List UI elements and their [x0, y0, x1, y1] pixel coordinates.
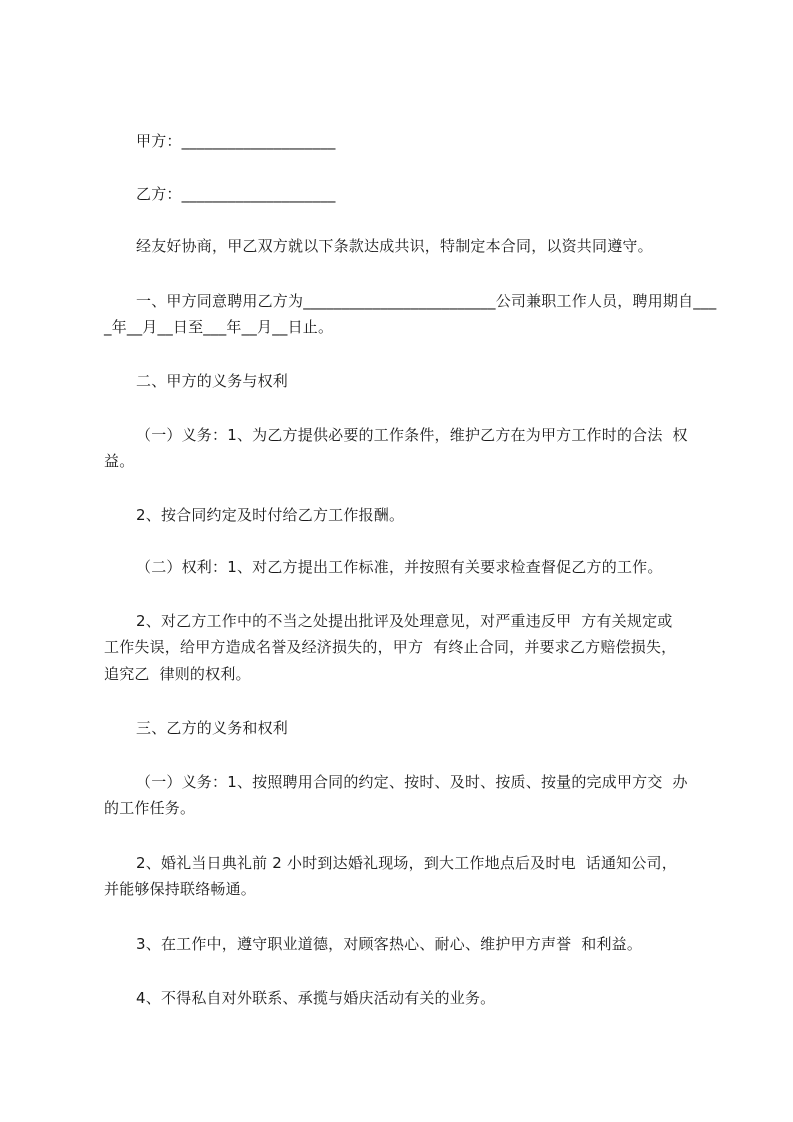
section-3-duty-2-line-2: 并能够保持联络畅通。 — [104, 880, 257, 898]
section-2-right-2-line-1: 2、对乙方工作中的不当之处提出批评及处理意见，对严重违反甲 方有关规定或 — [136, 612, 673, 630]
section-2-rights: （二）权利：1、对乙方提出工作标准，并按照有关要求检查督促乙方的工作。 — [136, 558, 663, 576]
section-2-duties-line-2: 益。 — [104, 452, 135, 470]
section-3-duty-4: 4、不得私自对外联系、承揽与婚庆活动有关的业务。 — [136, 989, 496, 1007]
section-3-duties-line-1: （一）义务：1、按照聘用合同的约定、按时、及时、按质、按量的完成甲方交 办 — [136, 773, 688, 791]
clause-1-line-2: _年__月__日至___年__月__日止。 — [104, 318, 334, 336]
section-3-duty-3: 3、在工作中，遵守职业道德，对顾客热心、耐心、维护甲方声誉 和利益。 — [136, 935, 643, 953]
party-a-line: 甲方：____________________ — [136, 132, 336, 150]
clause-1-line-1: 一、甲方同意聘用乙方为_________________________公司兼职工作人员，聘用期自___ — [136, 292, 717, 310]
section-2-right-2-line-3: 追究乙 律则的权利。 — [104, 665, 251, 683]
party-b-line: 乙方：____________________ — [136, 185, 336, 203]
intro-paragraph: 经友好协商，甲乙双方就以下条款达成共识，特制定本合同，以资共同遵守。 — [136, 237, 653, 255]
section-2-duties-line-1: （一）义务：1、为乙方提供必要的工作条件，维护乙方在为甲方工作时的合法 权 — [136, 426, 688, 444]
section-2-right-2-line-2: 工作失误，给甲方造成名誉及经济损失的，甲方 有终止合同，并要求乙方赔偿损失， — [104, 638, 677, 656]
section-3-duties-line-2: 的工作任务。 — [104, 799, 196, 817]
section-3-duty-2-line-1: 2、婚礼当日典礼前 2 小时到达婚礼现场，到大工作地点后及时电 话通知公司， — [136, 854, 677, 872]
section-2-duty-2: 2、按合同约定及时付给乙方工作报酬。 — [136, 506, 405, 524]
section-3-title: 三、乙方的义务和权利 — [136, 719, 289, 737]
section-2-title: 二、甲方的义务与权利 — [136, 372, 289, 390]
